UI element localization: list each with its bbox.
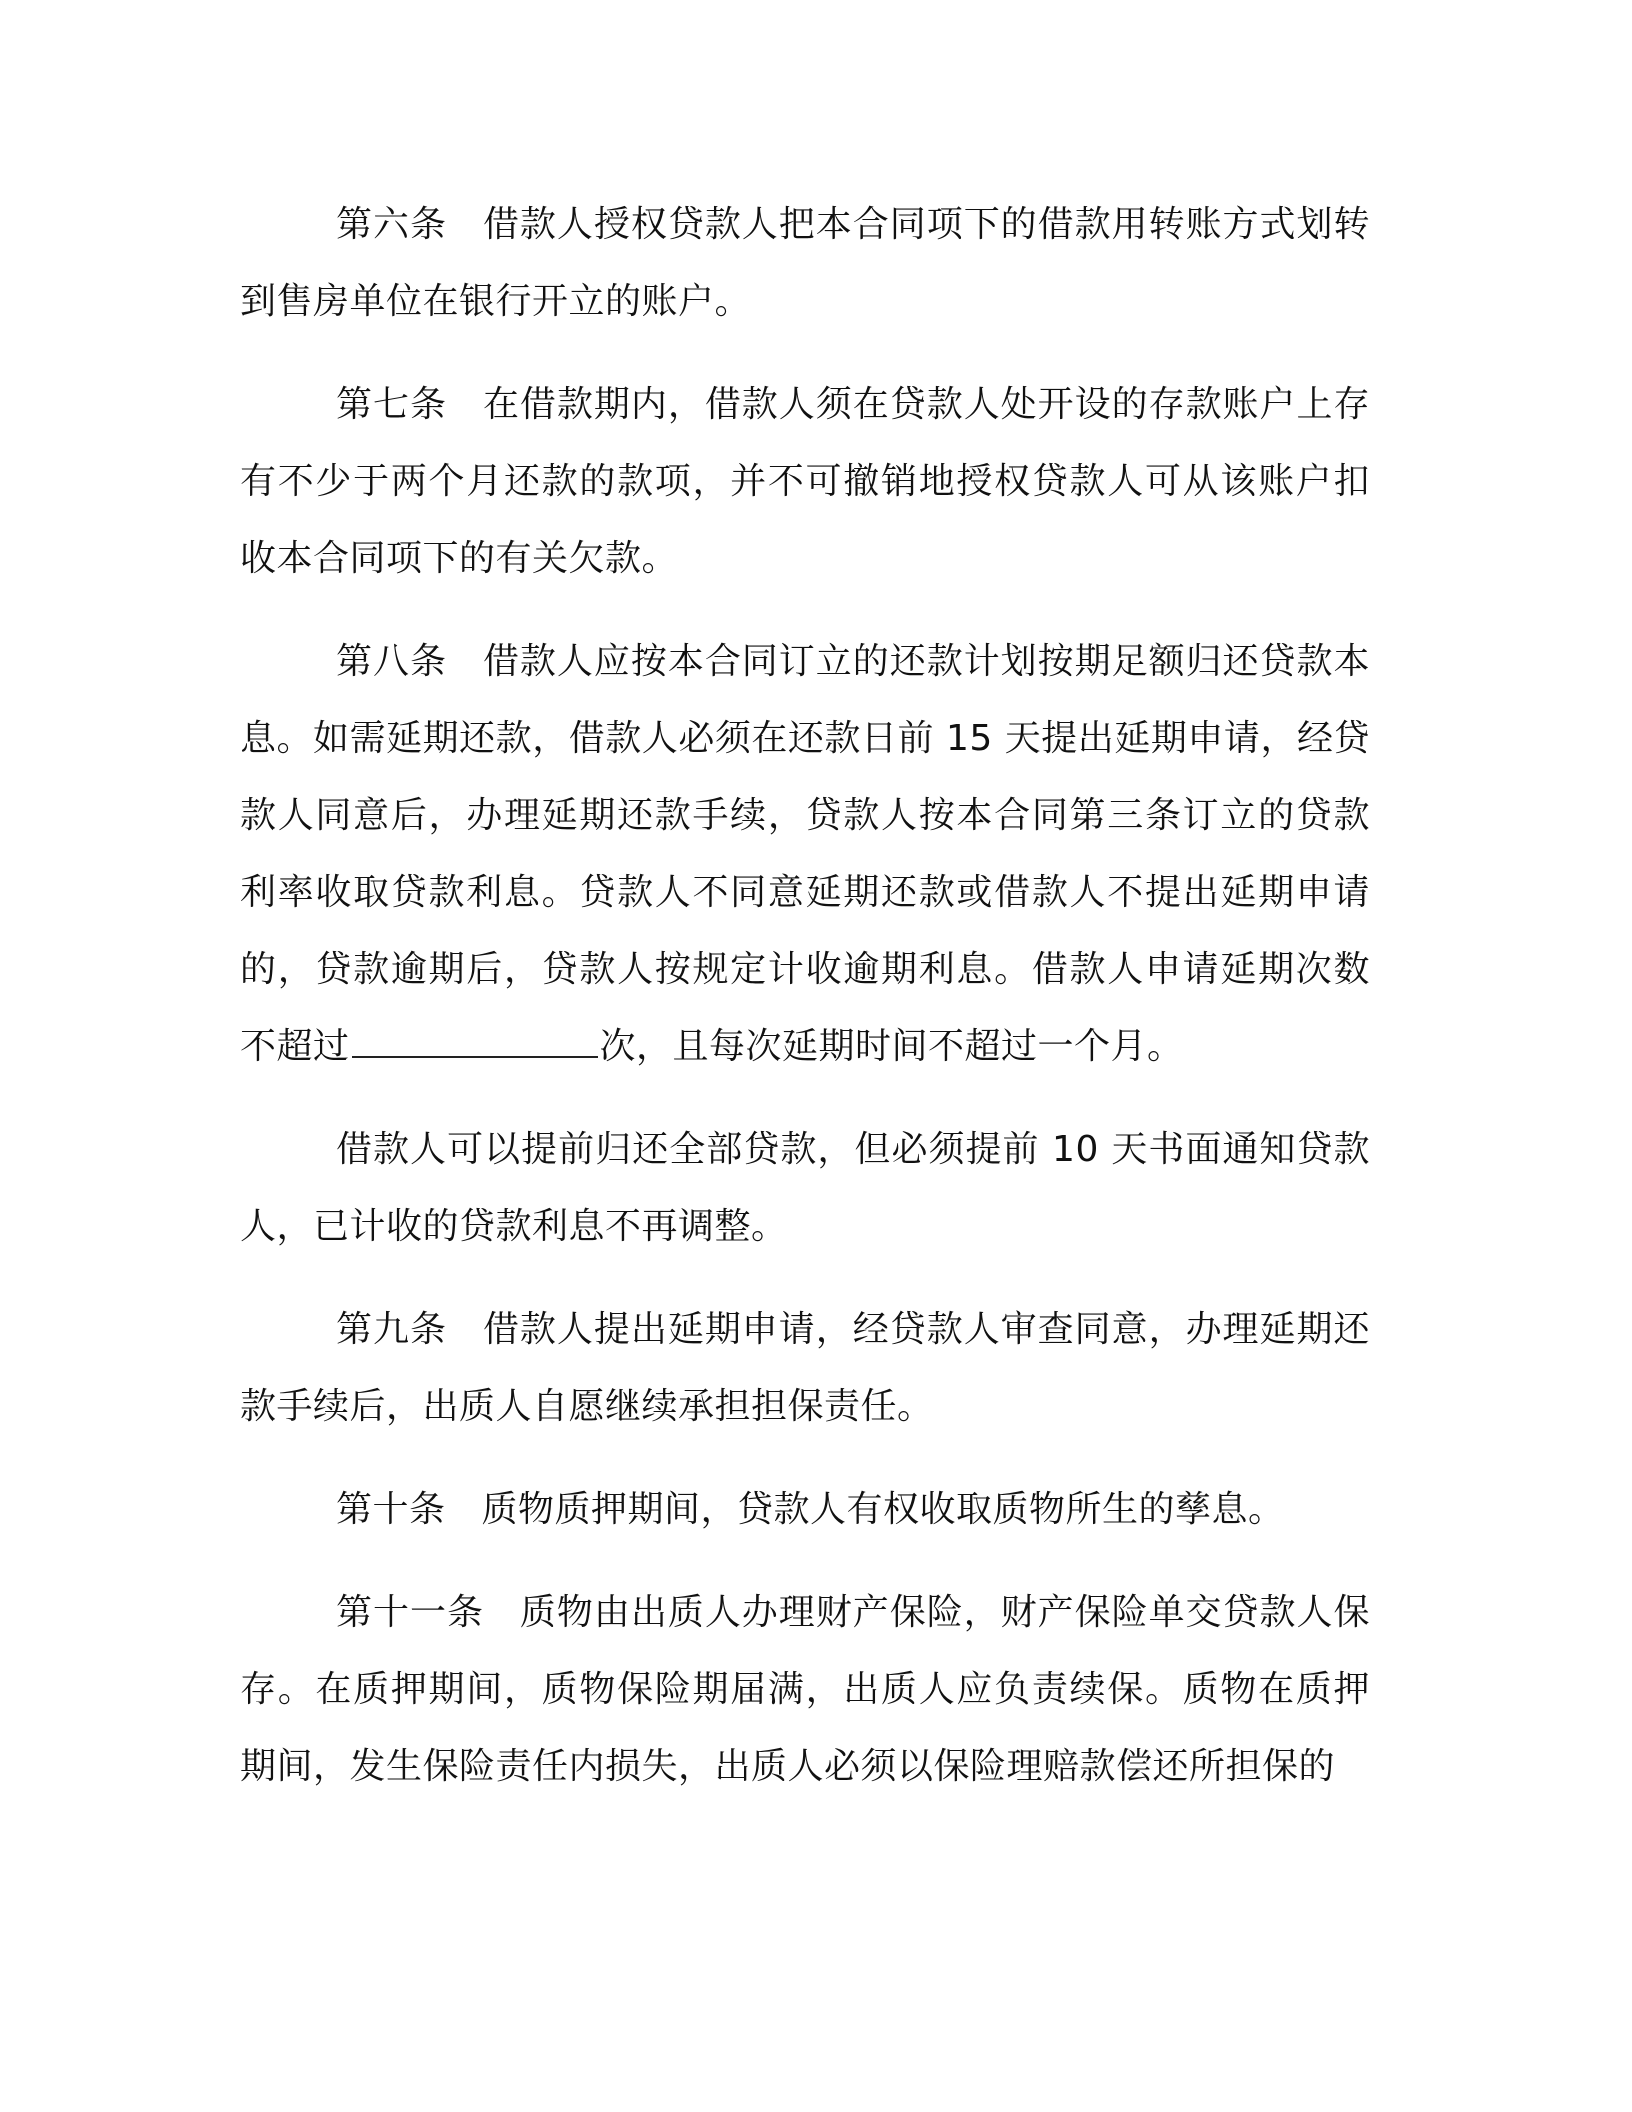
- article-text: 借款人应按本合同订立的还款计划按期足额归还贷款本息。如需延期还款，借款人必须在还款日前 15 天提出延期申请，经贷款人同意后，办理延期还款手续，贷款人按本合同第三条订立的贷款利率收取贷款利息。贷款人不同意延期还款或借款人不提出延期申请的，贷款逾期后，贷款人按规定计收逾期利息。借款人申请延期次数不超过: [240, 641, 1370, 1067]
- early-repayment-paragraph: [240, 1111, 1370, 1265]
- article-text: 借款人提出延期申请，经贷款人审查同意，办理延期还款手续后，出质人自愿继续承担担保责任。: [240, 1309, 1370, 1427]
- article-10-paragraph: [240, 1471, 1370, 1548]
- article-number: 第十条: [336, 1489, 446, 1530]
- article-text: 质物质押期间，贷款人有权收取质物所生的孳息。: [481, 1489, 1285, 1530]
- article-11-paragraph: [240, 1574, 1370, 1805]
- article-number: 第八条: [336, 641, 447, 682]
- paragraph-text: 借款人可以提前归还全部贷款，但必须提前 10 天书面通知贷款人，已计收的贷款利息不再调整。: [240, 1129, 1370, 1247]
- article-number: 第七条: [336, 384, 447, 425]
- article-number: 第六条: [336, 204, 447, 245]
- article-9-paragraph: [240, 1291, 1370, 1445]
- article-7-paragraph: [240, 366, 1370, 597]
- extension-count-blank[interactable]: [352, 1020, 598, 1058]
- article-6-paragraph: [240, 186, 1370, 340]
- article-text: 质物由出质人办理财产保险，财产保险单交贷款人保存。在质押期间，质物保险期届满，出质人应负责续保。质物在质押期间，发生保险责任内损失，出质人必须以保险理赔款偿还所担保的: [240, 1592, 1370, 1787]
- article-text: 借款人授权贷款人把本合同项下的借款用转账方式划转到售房单位在银行开立的账户。: [240, 204, 1370, 322]
- article-8-paragraph: [240, 623, 1370, 1085]
- article-number: 第九条: [336, 1309, 447, 1350]
- document-body: [240, 186, 1370, 1831]
- article-text-continued: 次，且每次延期时间不超过一个月。: [599, 1026, 1184, 1067]
- article-number: 第十一条: [336, 1592, 484, 1633]
- article-text: 在借款期内，借款人须在贷款人处开设的存款账户上存有不少于两个月还款的款项，并不可撤销地授权贷款人可从该账户扣收本合同项下的有关欠款。: [240, 384, 1370, 579]
